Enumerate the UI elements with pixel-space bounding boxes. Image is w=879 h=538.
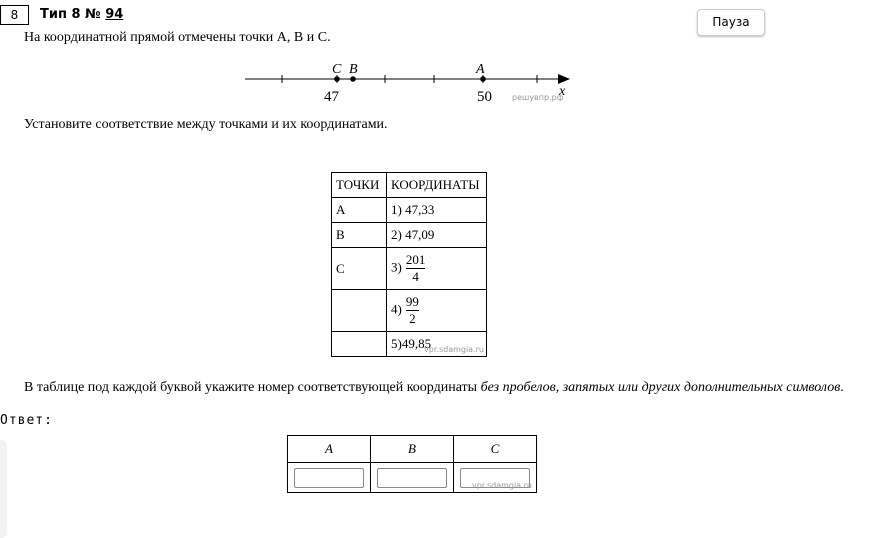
answer-label: Ответ:	[0, 413, 53, 428]
point-b-label: B	[349, 62, 358, 77]
option-value: 47,33	[405, 202, 435, 217]
option-value: 47,09	[405, 227, 435, 242]
task-intro: На координатной прямой отмечены точки A, B и C.	[24, 30, 331, 45]
fraction	[406, 252, 426, 285]
match-header-points: ТОЧКИ	[332, 173, 387, 198]
match-point-empty	[332, 332, 387, 357]
answer-header-b: B	[371, 436, 454, 463]
option-number: 1)	[391, 202, 402, 217]
fraction-numerator: 201	[405, 252, 426, 267]
number-line-watermark: решувпр.рф	[512, 93, 564, 102]
point-a-label: A	[476, 62, 485, 77]
fraction-denominator: 2	[406, 310, 419, 327]
answer-input-a[interactable]	[294, 468, 364, 488]
number-line	[240, 56, 580, 106]
match-point-a: A	[332, 198, 387, 223]
answer-cell-b	[371, 463, 454, 493]
side-panel-edge	[0, 440, 7, 538]
instruction-italic: без пробелов, запятых или других дополнительных символов	[480, 380, 841, 395]
match-option-5	[387, 332, 487, 357]
answer-header-c: C	[454, 436, 537, 463]
task-link[interactable]: 94	[105, 7, 124, 22]
option-number: 3)	[391, 259, 402, 275]
axis-x-label: x	[559, 84, 566, 99]
instruction-end: .	[840, 380, 844, 395]
match-header-coords: КООРДИНАТЫ	[387, 173, 487, 198]
option-value: 49,85	[401, 336, 432, 351]
answer-instruction	[0, 379, 860, 397]
pause-button[interactable]: Пауза	[697, 9, 765, 36]
fraction	[406, 294, 419, 327]
answer-header-a: A	[288, 436, 371, 463]
point-c-dot	[334, 76, 340, 82]
option-number: 4)	[391, 301, 402, 317]
answer-input-b[interactable]	[377, 468, 447, 488]
point-b-dot	[350, 76, 356, 82]
answer-table	[287, 435, 537, 493]
instruction-plain: В таблице под каждой буквой укажите номер соответствующей координаты	[24, 380, 481, 395]
task-number-badge: 8	[0, 5, 29, 25]
option-number: 5)	[391, 336, 402, 351]
fraction-denominator: 4	[406, 268, 426, 285]
match-point-empty	[332, 290, 387, 332]
task-title-prefix: Тип 8 №	[40, 7, 106, 22]
match-option-3	[387, 248, 487, 290]
axis-arrow	[558, 74, 570, 84]
match-option-2	[387, 223, 487, 248]
point-c-label: C	[332, 62, 342, 77]
match-option-4	[387, 290, 487, 332]
answer-cell-c	[454, 463, 537, 493]
point-a-dot	[480, 76, 486, 82]
match-option-1	[387, 198, 487, 223]
match-point-b: B	[332, 223, 387, 248]
tick-label-47: 47	[324, 89, 339, 105]
match-table	[331, 172, 487, 357]
answer-cell-a	[288, 463, 371, 493]
option-number: 2)	[391, 227, 402, 242]
fraction-numerator: 99	[405, 294, 419, 309]
task-title	[40, 7, 123, 22]
table-watermark: vpr.sdamgia.ru	[424, 345, 484, 354]
match-point-c: C	[332, 248, 387, 290]
answer-watermark: vpr.sdamgia.ru	[472, 481, 532, 490]
tick-label-50: 50	[477, 89, 492, 105]
task-instruction: Установите соответствие между точками и их координатами.	[24, 117, 388, 132]
